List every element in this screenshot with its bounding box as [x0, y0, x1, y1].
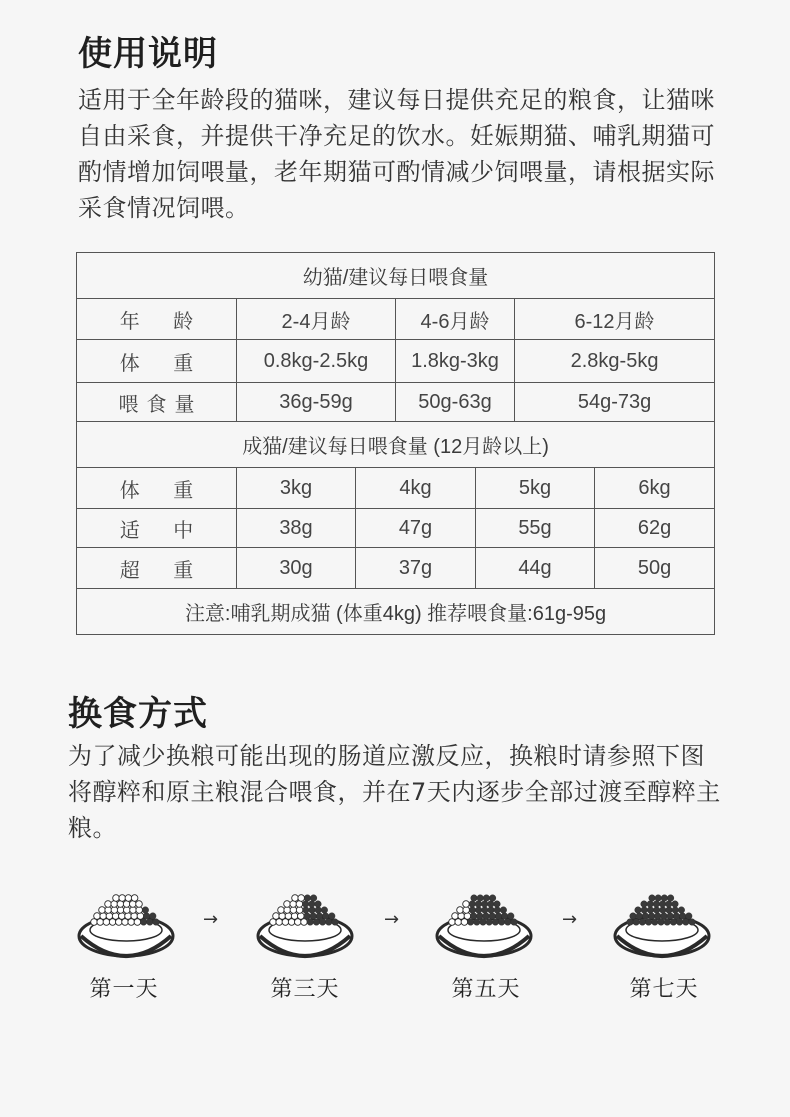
table-row	[77, 468, 715, 509]
row-label-normal: 适 中	[77, 509, 237, 548]
table-note: 注意:哺乳期成猫 (体重4kg) 推荐喂食量:61g-95g	[77, 589, 715, 635]
table-cell: 4kg	[356, 468, 476, 509]
table-cell: 54g-73g	[515, 383, 715, 422]
table-row	[77, 340, 715, 383]
feeding-table	[76, 252, 715, 635]
row-label-amount: 喂食量	[77, 383, 237, 422]
table-cell: 5kg	[476, 468, 595, 509]
row-label-weight: 体 重	[77, 340, 237, 383]
table-row	[77, 509, 715, 548]
row-label-weight: 体 重	[77, 468, 237, 509]
step-label-day3: 第三天	[270, 977, 340, 1002]
arrow-icon: →	[203, 909, 219, 930]
table-cell: 44g	[476, 548, 595, 589]
step-label-day1: 第一天	[89, 977, 159, 1002]
kitten-table-title: 幼猫/建议每日喂食量	[77, 253, 715, 299]
table-cell: 50g	[595, 548, 715, 589]
food-bowl-icon	[255, 880, 355, 960]
table-row	[77, 299, 715, 340]
table-cell: 55g	[476, 509, 595, 548]
food-bowl-icon	[612, 880, 712, 960]
food-bowl-icon	[76, 880, 176, 960]
step-label-day7: 第七天	[629, 977, 699, 1002]
table-cell: 47g	[356, 509, 476, 548]
table-cell: 6kg	[595, 468, 715, 509]
usage-text: 适用于全年龄段的猫咪，建议每日提供充足的粮食，让猫咪自由采食，并提供干净充足的饮水。妊娠期猫、哺乳期猫可酌情增加饲喂量，老年期猫可酌情减少饲喂量，请根据实际采食情况饲喂。	[78, 86, 715, 222]
table-cell: 1.8kg-3kg	[396, 340, 515, 383]
usage-title: 使用说明	[78, 34, 218, 74]
step-label-day5: 第五天	[451, 977, 521, 1002]
table-cell: 0.8kg-2.5kg	[237, 340, 396, 383]
row-label-age: 年 龄	[77, 299, 237, 340]
arrow-icon: →	[384, 909, 400, 930]
table-row	[77, 383, 715, 422]
table-cell: 50g-63g	[396, 383, 515, 422]
adult-table-title: 成猫/建议每日喂食量 (12月龄以上)	[77, 422, 715, 468]
table-cell: 37g	[356, 548, 476, 589]
table-cell: 38g	[237, 509, 356, 548]
table-cell: 30g	[237, 548, 356, 589]
food-bowl-icon	[434, 880, 534, 960]
table-cell: 4-6月龄	[396, 299, 515, 340]
table-cell: 6-12月龄	[515, 299, 715, 340]
transition-title: 换食方式	[68, 694, 208, 734]
table-cell: 62g	[595, 509, 715, 548]
table-row	[77, 548, 715, 589]
transition-text: 为了减少换粮可能出现的肠道应激反应，换粮时请参照下图将醇粹和原主粮混合喂食，并在7天内逐步全部过渡至醇粹主粮。	[68, 742, 721, 842]
table-cell: 3kg	[237, 468, 356, 509]
row-label-overweight: 超 重	[77, 548, 237, 589]
table-cell: 2-4月龄	[237, 299, 396, 340]
table-cell: 36g-59g	[237, 383, 396, 422]
table-cell: 2.8kg-5kg	[515, 340, 715, 383]
arrow-icon: →	[562, 909, 578, 930]
